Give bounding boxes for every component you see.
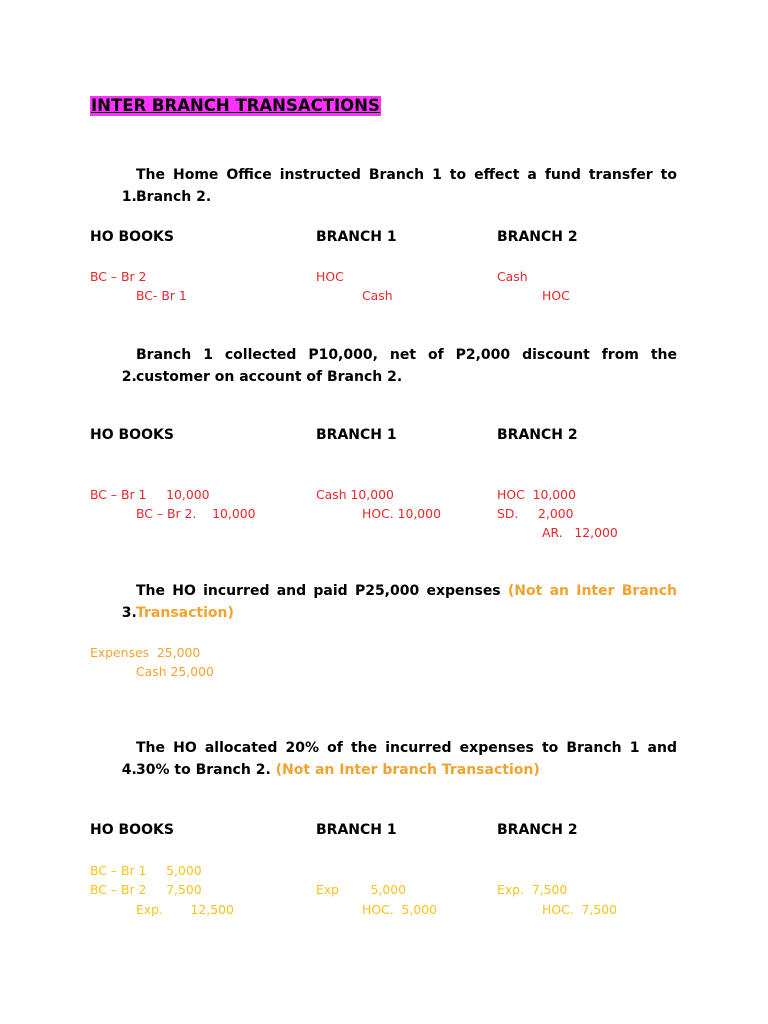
- item-1-text: The Home Office instructed Branch 1 to effect a fund transfer to Branch 2.: [136, 167, 677, 205]
- item-4-main-text: The HO allocated 20% of the incurred expenses to Branch 1 and 30% to Branch 2.: [136, 740, 677, 778]
- header-branch-1: BRANCH 1: [316, 229, 397, 245]
- entry-credit: AR. 12,000: [542, 525, 618, 540]
- entry-credit: Cash: [362, 288, 393, 303]
- entry-debit: BC – Br 2 7,500: [90, 882, 202, 897]
- item-3: [112, 580, 137, 624]
- entry-credit: BC – Br 2. 10,000: [136, 506, 256, 521]
- entry-debit: Exp 5,000: [316, 882, 407, 897]
- entry-debit: HOC: [316, 269, 344, 284]
- entry-debit: SD. 2,000: [497, 506, 574, 521]
- header-branch-1: BRANCH 1: [316, 427, 397, 443]
- item-2-text: Branch 1 collected P10,000, net of P2,000 discount from the customer on account of Branch 2.: [136, 347, 677, 385]
- item-4: [112, 737, 137, 781]
- header-branch-2: BRANCH 2: [497, 427, 578, 443]
- item-3-text: [136, 580, 677, 624]
- item-number: 2.: [121, 369, 137, 385]
- entry-debit: Exp. 7,500: [497, 882, 568, 897]
- entry-credit: HOC. 7,500: [542, 902, 618, 917]
- item-4-text: [136, 737, 677, 781]
- item-3-main-text: The HO incurred and paid P25,000 expenses: [136, 583, 501, 599]
- entry-debit: BC – Br 2: [90, 269, 147, 284]
- not-interbranch-note: (Not an Inter Branch Transaction): [136, 583, 678, 621]
- entry-credit: HOC. 5,000: [362, 902, 438, 917]
- entry-debit: BC – Br 1 10,000: [90, 487, 210, 502]
- header-ho-books: HO BOOKS: [90, 427, 174, 443]
- not-interbranch-note: (Not an Inter branch Transaction): [275, 762, 540, 778]
- header-ho-books: HO BOOKS: [90, 822, 174, 838]
- item-number: 3.: [121, 605, 137, 621]
- header-branch-1: BRANCH 1: [316, 822, 397, 838]
- item-number: 1.: [121, 189, 137, 205]
- entry-debit: Cash: [497, 269, 528, 284]
- entry-credit: Exp. 12,500: [136, 902, 234, 917]
- item-1: [112, 164, 137, 208]
- entry-debit: BC – Br 1 5,000: [90, 863, 202, 878]
- entry-debit: HOC 10,000: [497, 487, 576, 502]
- entry-credit: Cash 25,000: [136, 664, 214, 679]
- header-branch-2: BRANCH 2: [497, 229, 578, 245]
- entry-debit: Cash 10,000: [316, 487, 394, 502]
- header-ho-books: HO BOOKS: [90, 229, 174, 245]
- entry-credit: HOC: [542, 288, 570, 303]
- entry-credit: BC- Br 1: [136, 288, 187, 303]
- entry-debit: Expenses 25,000: [90, 645, 201, 660]
- header-branch-2: BRANCH 2: [497, 822, 578, 838]
- item-2: [112, 344, 137, 388]
- entry-credit: HOC. 10,000: [362, 506, 441, 521]
- page-title: INTER BRANCH TRANSACTIONS: [91, 96, 380, 115]
- item-number: 4.: [121, 762, 137, 778]
